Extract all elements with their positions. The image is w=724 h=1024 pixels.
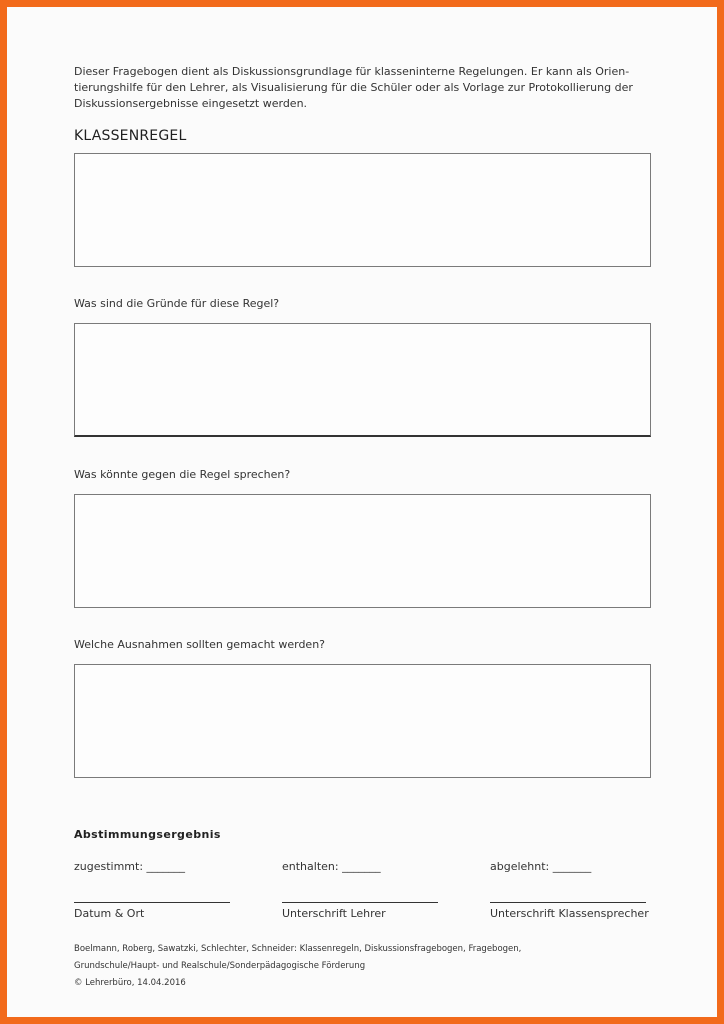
against-answer-box[interactable] [74,494,651,608]
rule-title: KLASSENREGEL [74,128,187,144]
intro-line: Dieser Fragebogen dient als Diskussionsgrundlage für klasseninterne Regelungen. Er kann als Orien- [74,65,630,78]
vote-rejected-field[interactable]: abgelehnt: _______ [490,860,592,873]
question-exceptions: Welche Ausnahmen sollten gemacht werden? [74,638,326,651]
footer [74,941,521,992]
date-place-label: Datum & Ort [74,907,145,920]
footer-line: Grundschule/Haupt- und Realschule/Sonderpädagogische Förderung [74,961,366,971]
footer-line: Boelmann, Roberg, Sawatzki, Schlechter, Schneider: Klassenregeln, Diskussionsfragebogen, Fragebogen, [74,944,522,954]
teacher-signature-label: Unterschrift Lehrer [282,907,386,920]
rule-answer-box[interactable] [74,153,651,267]
question-reasons: Was sind die Gründe für diese Regel? [74,297,280,310]
date-place-line[interactable] [74,902,230,903]
vote-agreed-field[interactable]: zugestimmt: _______ [74,860,186,873]
vote-abstained-field[interactable]: enthalten: _______ [282,860,381,873]
question-against: Was könnte gegen die Regel sprechen? [74,468,291,481]
class-rep-signature-label: Unterschrift Klassensprecher [490,907,649,920]
vote-title: Abstimmungsergebnis [74,828,221,841]
reasons-answer-box[interactable] [74,323,651,437]
intro-text [74,64,634,112]
exceptions-answer-box[interactable] [74,664,651,778]
footer-copyright: © Lehrerbüro, 14.04.2016 [74,978,186,988]
class-rep-signature-line[interactable] [490,902,646,903]
intro-line: tierungshilfe für den Lehrer, als Visualisierung für die Schüler oder als Vorlage zur Protokollierung der [74,81,633,94]
teacher-signature-line[interactable] [282,902,438,903]
intro-line: Diskussionsergebnisse eingesetzt werden. [74,97,308,110]
